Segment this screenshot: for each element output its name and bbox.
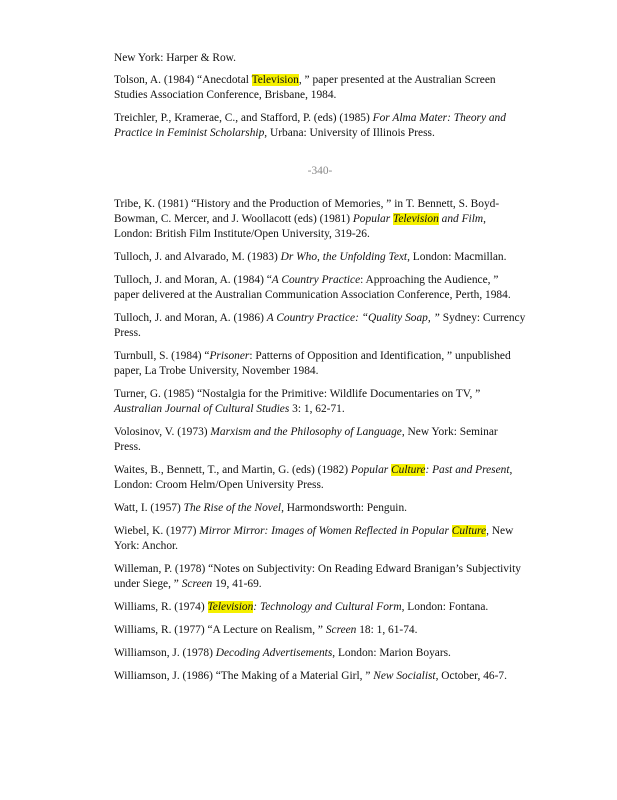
reference-text: A Country Practice: “Quality Soap, ”: [266, 312, 440, 324]
reference-entry: [114, 349, 526, 379]
reference-entry: [114, 600, 526, 615]
reference-text: Prisoner: [209, 350, 250, 362]
reference-text: Sydney: Currency Press.: [114, 312, 526, 339]
reference-text: 18: 1, 61-74.: [356, 624, 418, 636]
reference-text: Australian Journal of Cultural Studies: [114, 403, 290, 415]
reference-text: and Film: [438, 213, 484, 225]
reference-entry: [114, 73, 526, 103]
reference-entry: [114, 623, 526, 638]
reference-entry: [114, 501, 526, 516]
reference-text: Watt, I. (1957): [114, 502, 184, 514]
reference-text: Williams, R. (1977) “A Lecture on Realism, ”: [114, 624, 326, 636]
reference-text: A Country Practice: [271, 274, 361, 286]
reference-text: : Approaching the Audience, ” paper delivered at the Australian Communication Association Conference, Perth, 1984.: [114, 274, 511, 301]
reference-text: , London: Croom Helm/Open University Press.: [114, 464, 513, 491]
reference-text: Tolson, A. (1984) “Anecdotal: [114, 74, 252, 86]
reference-entry: [114, 197, 526, 242]
reference-text: Williams, R. (1974): [114, 601, 208, 613]
highlighted-term: Television: [207, 601, 254, 613]
reference-text: : Past and Present: [425, 464, 510, 476]
reference-text: 19, 41-69.: [212, 578, 262, 590]
reference-text: Decoding Advertisements: [215, 647, 333, 659]
reference-text: Popular: [352, 213, 394, 225]
highlighted-term: Culture: [451, 525, 487, 537]
reference-entry: [114, 646, 526, 661]
reference-text: New Socialist: [373, 670, 436, 682]
reference-text: New York: Harper & Row.: [114, 52, 237, 64]
reference-text: The Rise of the Novel: [183, 502, 282, 514]
reference-list: [114, 51, 526, 692]
reference-text: , New York: Seminar Press.: [114, 426, 498, 453]
reference-text: Marxism and the Philosophy of Language: [210, 426, 402, 438]
page-number: -340-: [307, 165, 333, 177]
highlighted-term: Television: [393, 213, 439, 225]
reference-text: Tulloch, J. and Moran, A. (1986): [114, 312, 267, 324]
reference-entry: [114, 669, 526, 684]
reference-text: Tulloch, J. and Alvarado, M. (1983): [114, 251, 281, 263]
reference-text: Williamson, J. (1986) “The Making of a Material Girl, ”: [114, 670, 374, 682]
reference-entry: [114, 250, 526, 265]
reference-text: Tulloch, J. and Moran, A. (1984) “: [114, 274, 272, 286]
reference-text: Tribe, K. (1981) “History and the Production of Memories, ” in T. Bennett, S. Boyd-Bowman, C. Mercer, and J. Woollacott (eds) (1981): [114, 198, 500, 225]
reference-text: Waites, B., Bennett, T., and Martin, G. (eds) (1982): [114, 464, 351, 476]
reference-text: Screen: [181, 578, 213, 590]
reference-text: , Harmondsworth: Penguin.: [281, 502, 407, 514]
reference-text: , London: British Film Institute/Open University, 319-26.: [114, 213, 486, 240]
reference-entry: [114, 387, 526, 417]
reference-text: , October, 46-7.: [435, 670, 507, 682]
reference-text: , London: Marion Boyars.: [332, 647, 451, 659]
highlighted-term: Television: [251, 74, 299, 86]
reference-entry: [114, 562, 526, 592]
reference-text: For Alma Mater: Theory and Practice in Feminist Scholarship: [114, 112, 506, 139]
reference-text: Willeman, P. (1978) “Notes on Subjectivity: On Reading Edward Branigan’s Subjectivity under Siege, ”: [114, 563, 522, 590]
reference-entry: [114, 273, 526, 303]
reference-text: , London: Fontana.: [401, 601, 489, 613]
reference-text: , Urbana: University of Illinois Press.: [264, 127, 435, 139]
reference-entry: [114, 425, 526, 455]
reference-text: Volosinov, V. (1973): [114, 426, 211, 438]
reference-text: Dr Who, the Unfolding Text: [280, 251, 408, 263]
reference-text: , New York: Anchor.: [114, 525, 514, 552]
reference-text: Mirror Mirror: Images of Women Reflected in Popular: [199, 525, 452, 537]
reference-entry: [114, 524, 526, 554]
reference-entry: [114, 463, 526, 493]
highlighted-term: Culture: [391, 464, 426, 476]
reference-text: , ” paper presented at the Australian Screen Studies Association Conference, Brisbane, 1984.: [114, 74, 496, 101]
reference-text: Turner, G. (1985) “Nostalgia for the Primitive: Wildlife Documentaries on TV, ”: [114, 388, 481, 400]
reference-text: Wiebel, K. (1977): [114, 525, 200, 537]
reference-text: Screen: [325, 624, 357, 636]
reference-text: : Technology and Cultural Form: [253, 601, 402, 613]
reference-entry: [114, 311, 526, 341]
reference-text: Williamson, J. (1978): [114, 647, 216, 659]
reference-entry: [114, 111, 526, 141]
reference-text: Turnbull, S. (1984) “: [114, 350, 210, 362]
reference-entry: [114, 51, 526, 66]
reference-text: Treichler, P., Kramerae, C., and Stafford, P. (eds) (1985): [114, 112, 373, 124]
reference-text: , London: Macmillan.: [407, 251, 507, 263]
reference-text: 3: 1, 62-71.: [289, 403, 345, 415]
reference-text: : Patterns of Opposition and Identification, ” unpublished paper, La Trobe University, November 1984.: [114, 350, 511, 377]
reference-text: Popular: [350, 464, 392, 476]
